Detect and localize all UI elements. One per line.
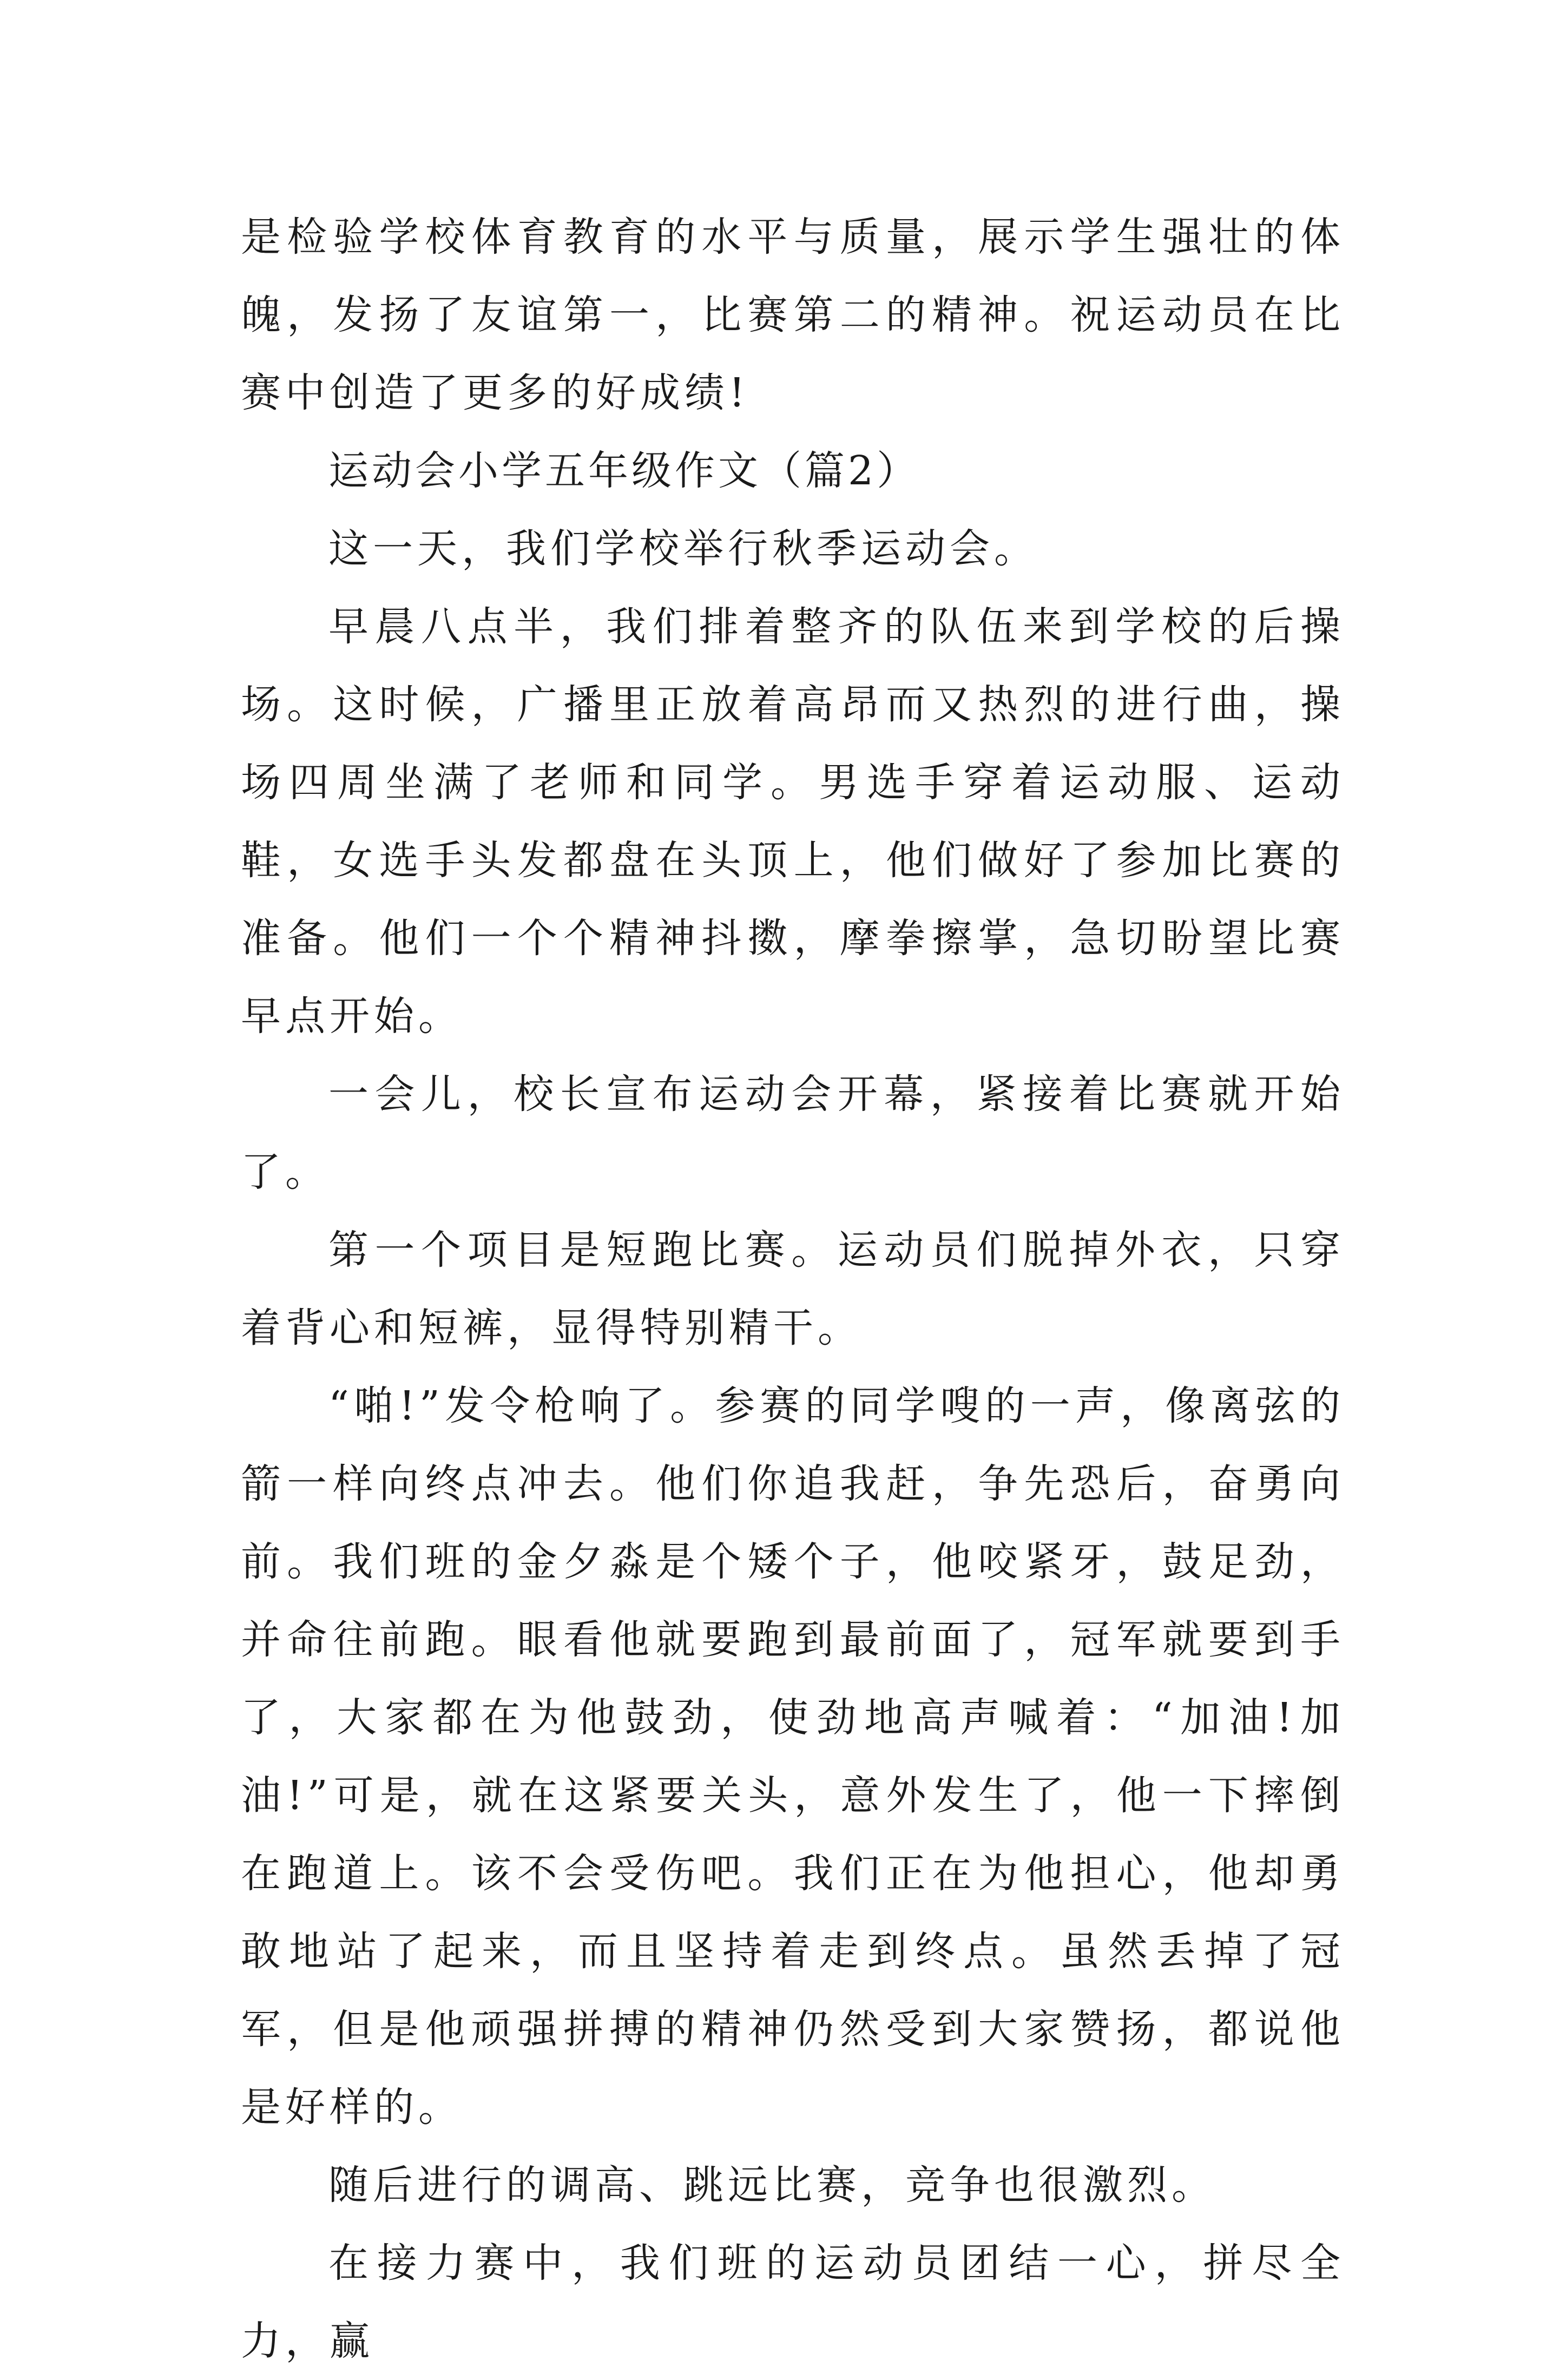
paragraph: 早晨八点半，我们排着整齐的队伍来到学校的后操场。这时候，广播里正放着高昂而又热烈的进行曲，操场四周坐满了老师和同学。男选手穿着运动服、运动鞋，女选手头发都盘在头顶上，他们做好了参加比赛的准备。他们一个个精神抖擞，摩拳擦掌，急切盼望比赛早点开始。 [241,603,1345,1040]
paragraph-continuation: 是检验学校体育教育的水平与质量，展示学生强壮的体魄，发扬了友谊第一，比赛第二的精神。祝运动员在比赛中创造了更多的好成绩! [241,214,1345,416]
paragraph: 在接力赛中，我们班的运动员团结一心，拼尽全力，赢 [241,2240,1345,2364]
paragraph: 随后进行的调高、跳远比赛，竞争也很激烈。 [328,2162,1216,2208]
section-heading: 运动会小学五年级作文（篇2） [328,448,920,494]
document-body [241,198,1345,2380]
paragraph: 这一天，我们学校举行秋季运动会。 [328,525,1038,572]
paragraph: 一会儿，校长宣布运动会开幕，紧接着比赛就开始了。 [241,1071,1345,1195]
paragraph: “啪!”发令枪响了。参赛的同学嗖的一声，像离弦的箭一样向终点冲去。他们你追我赶，争先恐后，奋勇向前。我们班的金夕淼是个矮个子，他咬紧牙，鼓足劲，并命往前跑。眼看他就要跑到最前面了，冠军就要到手了，大家都在为他鼓劲，使劲地高声喊着：“加油!加油!”可是，就在这紧要关头，意外发生了，他一下摔倒在跑道上。该不会受伤吧。我们正在为他担心，他却勇敢地站了起来，而且坚持着走到终点。虽然丢掉了冠军，但是他顽强拼搏的精神仍然受到大家赞扬，都说他是好样的。 [241,1383,1345,2131]
paragraph: 第一个项目是短跑比赛。运动员们脱掉外衣，只穿着背心和短裤，显得特别精干。 [241,1227,1345,1351]
